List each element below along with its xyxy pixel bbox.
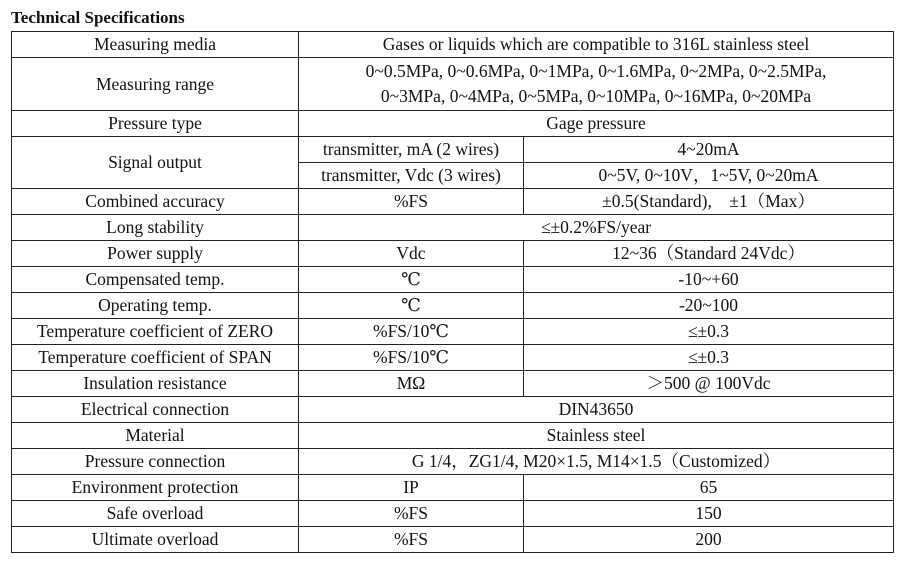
spec-label-temp-coeff-span: Temperature coefficient of SPAN xyxy=(12,345,299,371)
spec-value-measuring-media: Gases or liquids which are compatible to 316L stainless steel xyxy=(299,32,894,58)
table-row xyxy=(12,111,894,137)
table-row xyxy=(12,371,894,397)
spec-unit-safe-overload: %FS xyxy=(299,501,524,527)
spec-label-pressure-connection: Pressure connection xyxy=(12,449,299,475)
spec-label-signal-output: Signal output xyxy=(12,137,299,189)
spec-value-material: Stainless steel xyxy=(299,423,894,449)
spec-value-operating-temp: -20~100 xyxy=(524,293,894,319)
table-row xyxy=(12,423,894,449)
spec-value-temp-coeff-zero: ≤±0.3 xyxy=(524,319,894,345)
spec-label-long-stability: Long stability xyxy=(12,215,299,241)
spec-label-measuring-range: Measuring range xyxy=(12,58,299,111)
spec-value-combined-accuracy: ±0.5(Standard), ±1（Max） xyxy=(524,189,894,215)
spec-label-electrical-connection: Electrical connection xyxy=(12,397,299,423)
spec-value-safe-overload: 150 xyxy=(524,501,894,527)
section-title: Technical Specifications xyxy=(11,8,185,27)
measuring-range-line-1: 0~0.5MPa, 0~0.6MPa, 0~1MPa, 0~1.6MPa, 0~2MPa, 0~2.5MPa, xyxy=(365,61,827,81)
spec-unit-signal-output-vdc: transmitter, Vdc (3 wires) xyxy=(299,163,524,189)
spec-value-power-supply: 12~36（Standard 24Vdc） xyxy=(524,241,894,267)
spec-value-ultimate-overload: 200 xyxy=(524,527,894,553)
spec-value-long-stability: ≤±0.2%FS/year xyxy=(299,215,894,241)
spec-value-insulation-resistance: ＞500 @ 100Vdc xyxy=(524,371,894,397)
spec-label-combined-accuracy: Combined accuracy xyxy=(12,189,299,215)
spec-value-compensated-temp: -10~+60 xyxy=(524,267,894,293)
spec-label-operating-temp: Operating temp. xyxy=(12,293,299,319)
spec-unit-power-supply: Vdc xyxy=(299,241,524,267)
spec-unit-insulation-resistance: MΩ xyxy=(299,371,524,397)
table-row xyxy=(12,137,894,163)
table-row xyxy=(12,501,894,527)
spec-unit-operating-temp: ℃ xyxy=(299,293,524,319)
spec-label-material: Material xyxy=(12,423,299,449)
spec-value-pressure-type: Gage pressure xyxy=(299,111,894,137)
table-row xyxy=(12,475,894,501)
spec-value-environment-protection: 65 xyxy=(524,475,894,501)
spec-value-signal-output-ma: 4~20mA xyxy=(524,137,894,163)
spec-label-power-supply: Power supply xyxy=(12,241,299,267)
table-row xyxy=(12,319,894,345)
spec-label-safe-overload: Safe overload xyxy=(12,501,299,527)
table-row xyxy=(12,32,894,58)
spec-label-compensated-temp: Compensated temp. xyxy=(12,267,299,293)
spec-label-ultimate-overload: Ultimate overload xyxy=(12,527,299,553)
table-row xyxy=(12,527,894,553)
spec-label-environment-protection: Environment protection xyxy=(12,475,299,501)
spec-value-temp-coeff-span: ≤±0.3 xyxy=(524,345,894,371)
table-row xyxy=(12,215,894,241)
spec-value-measuring-range xyxy=(299,58,894,111)
table-row xyxy=(12,397,894,423)
table-row xyxy=(12,449,894,475)
specifications-table xyxy=(11,31,894,553)
table-row xyxy=(12,189,894,215)
spec-value-signal-output-vdc: 0~5V, 0~10V，1~5V, 0~20mA xyxy=(524,163,894,189)
spec-label-insulation-resistance: Insulation resistance xyxy=(12,371,299,397)
table-row xyxy=(12,345,894,371)
table-row xyxy=(12,293,894,319)
spec-label-pressure-type: Pressure type xyxy=(12,111,299,137)
table-row xyxy=(12,241,894,267)
spec-unit-compensated-temp: ℃ xyxy=(299,267,524,293)
spec-label-measuring-media: Measuring media xyxy=(12,32,299,58)
measuring-range-line-2: 0~3MPa, 0~4MPa, 0~5MPa, 0~10MPa, 0~16MPa, 0~20MPa xyxy=(380,86,812,106)
spec-value-pressure-connection: G 1/4，ZG1/4, M20×1.5, M14×1.5（Customized） xyxy=(299,449,894,475)
spec-label-temp-coeff-zero: Temperature coefficient of ZERO xyxy=(12,319,299,345)
table-row xyxy=(12,267,894,293)
spec-unit-ultimate-overload: %FS xyxy=(299,527,524,553)
spec-unit-combined-accuracy: %FS xyxy=(299,189,524,215)
spec-unit-temp-coeff-span: %FS/10℃ xyxy=(299,345,524,371)
spec-unit-environment-protection: IP xyxy=(299,475,524,501)
spec-unit-signal-output-ma: transmitter, mA (2 wires) xyxy=(299,137,524,163)
spec-value-electrical-connection: DIN43650 xyxy=(299,397,894,423)
table-row xyxy=(12,58,894,111)
spec-unit-temp-coeff-zero: %FS/10℃ xyxy=(299,319,524,345)
